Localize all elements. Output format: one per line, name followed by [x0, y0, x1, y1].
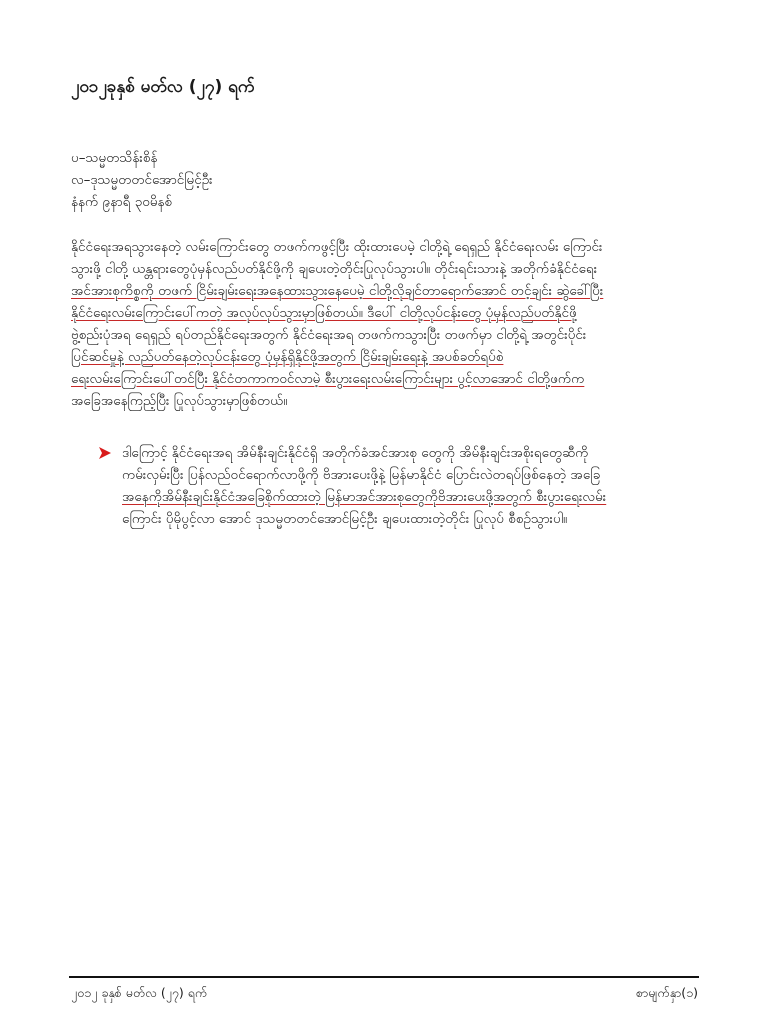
- paragraph-2: [122, 442, 697, 530]
- paragraph-1-line: သွားဖို့ ငါတို့ ယန္တရားတွေပုံမှန်လည်ပတ်နိုင်ဖို့ကို ချပေးတဲ့တိုင်းပြုလုပ်သွားပါ။ တိုင်းရင်းသားနဲ့ အတိုက်ခံနိုင်ငံရေး: [71, 261, 598, 277]
- paragraph-2-line: ကမ်းလှမ်းပြီး ပြန်လည်ဝင်ရောက်လာဖို့ကို ဗိအားပေးဖို့နဲ့ မြန်မာနိုင်ငံ ပြောင်းလဲတရပ်ဖြစ်နေတဲ့ အခြေ: [122, 467, 601, 483]
- paragraph-1-line: ရေးလမ်းကြောင်းပေါ်တင်ပြီး နိုင်ငံတကာကဝင်လာမဲ့ စီးပွားရေးလမ်းကြောင်းများ ပွင့်လာအောင် ငါတို့ဖက်က: [71, 371, 585, 387]
- footer-page-number: စာမျက်နှာ(၁): [636, 985, 698, 1000]
- header-line-chair: လ–ဒုသမ္မတတင်အောင်မြင့်ဦး: [71, 172, 213, 188]
- paragraph-1-line: နိုင်ငံရေးအရသွားနေတဲ့ လမ်းကြောင်းတွေ တဖက်ကဖွင့်ပြီး ထိုးထားပေမဲ့ ငါတို့ရဲ့ ရေရှည် နိုင်ငံရေးလမ်း ကြောင်း: [71, 239, 603, 255]
- paragraph-2-line: အနေကိုအိမ်နီးချင်းနိုင်ငံအခြေစိုက်ထားတဲ့ မြန်မာအင်အားစုတွေကိုဗိအားပေးဖို့အတွက် စီးပွားရေးလမ်း: [122, 489, 607, 505]
- red-arrow-bullet-icon: [98, 446, 112, 460]
- paragraph-1-line: နိုင်ငံရေးလမ်းကြောင်းပေါ်ကတဲ့ အလုပ်လုပ်သွားမှာဖြစ်တယ်။ ဒီပေါ် ငါတို့လုပ်ငန်းတွေ ပုံမှန်လည်ပတ်နိုင်ဖို့: [71, 305, 577, 321]
- paragraph-2-line: ဒါကြောင့် နိုင်ငံရေးအရ အိမ်နီးချင်းနိုင်ငံရှိ အတိုက်ခံအင်အားစု တွေကို အိမ်နီးချင်းအစိုးရတွေဆီကို: [122, 445, 589, 461]
- footer-divider: [69, 976, 699, 978]
- paragraph-2-line: ကြောင်း ပိုမိုပွင့်လာ အောင် ဒုသမ္မတတင်အောင်မြင့်ဦး ချပေးထားတဲ့တိုင်း ပြုလုပ် စီစဉ်သွားပါ။: [122, 511, 568, 527]
- footer-date: ၂၀၁၂ ခုနှစ် မတ်လ (၂၇) ရက်: [71, 985, 208, 1000]
- header-line-present: ပ–သမ္မတသိန်းစိန်: [71, 150, 158, 166]
- paragraph-1-line: အခြေအနေကြည့်ပြီး ပြုလုပ်သွားမှာဖြစ်တယ်။: [71, 393, 288, 409]
- paragraph-1-line: ဗွဲ့စည်းပုံအရ ရေရှည် ရပ်တည်နိုင်ရေးအတွက် နိုင်ငံရေးအရ တဖက်ကသွားပြီး တဖက်မှာ ငါတို့ရဲ့ အတွင်းပိုင်း: [71, 327, 587, 343]
- paragraph-1-line: ပြင်ဆင်မှုနဲ့ လည်ပတ်နေတဲ့လုပ်ငန်းတွေ ပုံမှန်ရှိနိုင်ဖို့အတွက် ငြိမ်းချမ်းရေးနဲ့ အပစ်ခတ်ရပ်စဲ: [71, 349, 504, 365]
- header-line-time: နံနက် ၉နာရီ ၃၀မိနစ်: [71, 194, 173, 210]
- paragraph-1: [71, 236, 697, 412]
- page-title: ၂၀၁၂ခုနှစ် မတ်လ (၂၇) ရက်: [71, 77, 255, 97]
- paragraph-1-line: အင်အားစုကိစ္စကို တဖက် ငြိမ်းချမ်းရေးအနေထားသွားနေပေမဲ့ ငါတို့လိုချင်တာရောက်အောင် တင့်ချင်း ဆွဲခေါ်ပြီး: [71, 283, 604, 299]
